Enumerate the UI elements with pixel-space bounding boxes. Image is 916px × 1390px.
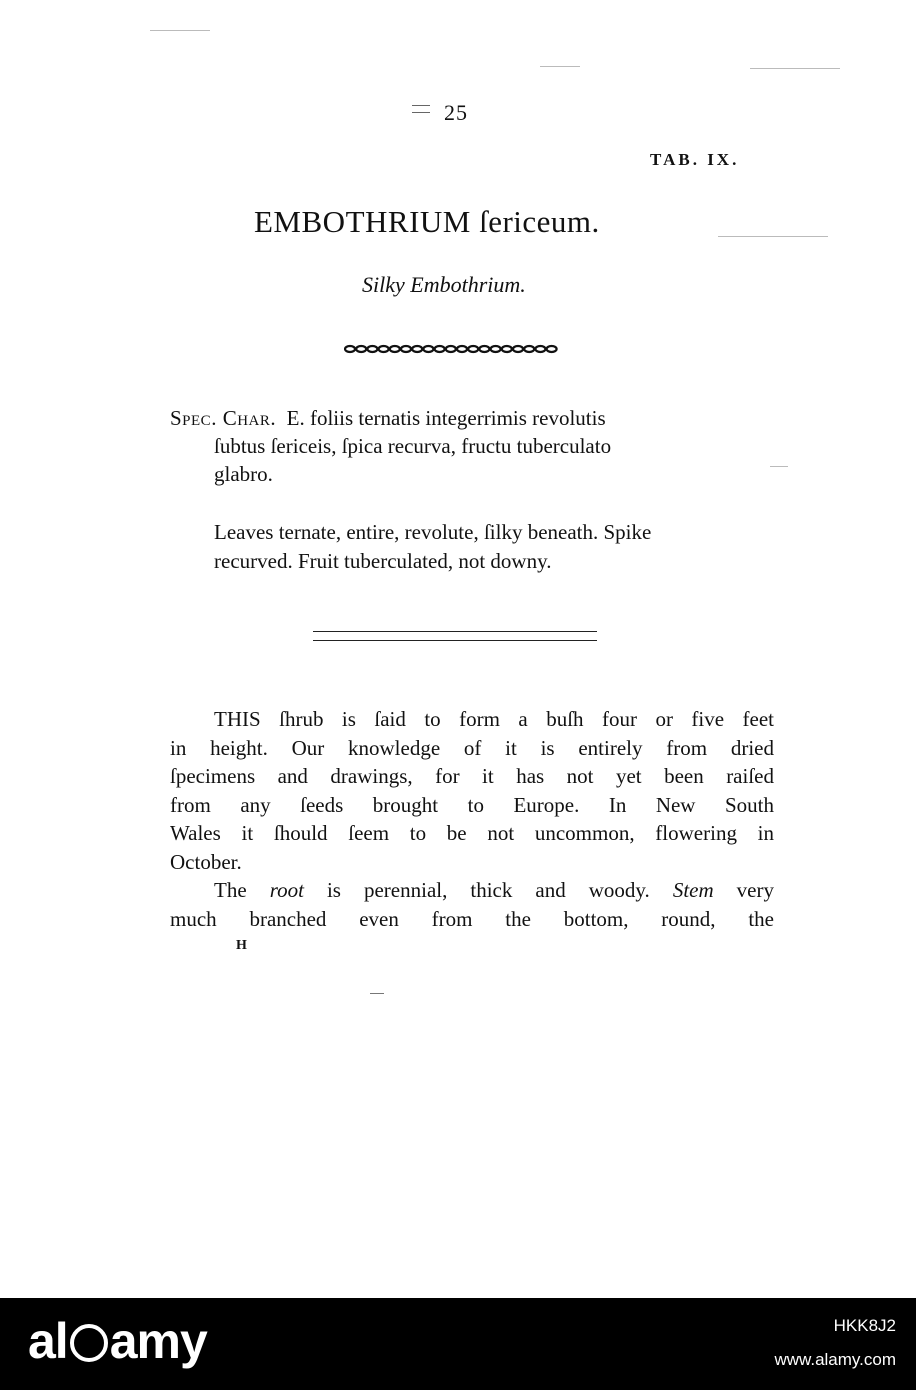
body-text-fragment: is perennial, thick and woody. (303, 878, 673, 902)
scan-noise (150, 30, 210, 31)
image-code: HKK8J2 (833, 1316, 896, 1335)
chain-link (547, 346, 557, 352)
page-number: 25 (444, 100, 468, 125)
chain-link (345, 346, 355, 352)
scan-noise (412, 112, 430, 113)
alamy-logo (28, 1312, 207, 1370)
chain-link (479, 346, 489, 352)
logo-text: al (28, 1313, 68, 1369)
scan-noise (412, 105, 430, 106)
plate-label: TAB. IX. (650, 150, 740, 169)
chain-link (468, 346, 478, 352)
chain-link (535, 346, 545, 352)
chain-link (379, 346, 389, 352)
scan-noise (540, 66, 580, 67)
chain-link (457, 346, 467, 352)
body-text-fragment: The (214, 878, 270, 902)
chain-link (356, 346, 366, 352)
double-rule-divider (313, 631, 597, 641)
watermark-banner (0, 1298, 916, 1390)
body-line: from any ſeeds brought to Europe. In New South (170, 792, 774, 817)
chain-link (401, 346, 411, 352)
specific-character-english (214, 518, 774, 576)
english-char-line: Leaves ternate, entire, revolute, ſilky beneath. Spike (214, 520, 652, 544)
scan-noise (718, 236, 828, 237)
chain-link (423, 346, 433, 352)
body-line: October. (170, 849, 242, 874)
body-line: ſpecimens and drawings, for it has not yet been raiſed (170, 764, 774, 788)
spec-char-text: E. foliis ternatis integerrimis revolutis (286, 406, 606, 430)
specific-character-latin (170, 404, 780, 488)
spec-char-label: Spec. Char. (170, 406, 277, 430)
chain-link (390, 346, 400, 352)
logo-a-icon (70, 1324, 108, 1362)
chain-link (524, 346, 534, 352)
spec-char-line (170, 404, 780, 432)
italic-term-stem: Stem (672, 878, 714, 902)
body-text (170, 705, 774, 933)
english-char-line: recurved. Fruit tuberculated, not downy. (214, 549, 552, 573)
ornament-chain-divider (344, 344, 562, 354)
body-line: Wales it ſhould ſeem to be not uncommon, flowering in (170, 821, 774, 845)
body-line: much branched even from the bottom, round, the (170, 906, 774, 931)
chain-link (502, 346, 512, 352)
chain-link (446, 346, 456, 352)
page-title: EMBOTHRIUM ſericeum. (254, 204, 600, 239)
scan-noise (370, 993, 384, 994)
chain-link (367, 346, 377, 352)
chain-link (491, 346, 501, 352)
body-text-fragment: very (713, 878, 774, 902)
scan-noise (750, 68, 840, 69)
chain-link (513, 346, 523, 352)
body-line: in height. Our knowledge of it is entirely from dried (170, 735, 774, 760)
site-url: www.alamy.com (774, 1350, 896, 1369)
spec-char-line: ſubtus ſericeis, ſpica recurva, fructu tuberculato (214, 434, 612, 458)
page-subtitle: Silky Embothrium. (362, 272, 526, 297)
italic-term-root: root (269, 878, 304, 902)
signature-mark: H (236, 938, 248, 953)
chain-link (412, 346, 422, 352)
chain-link (435, 346, 445, 352)
body-line: THIS ſhrub is ſaid to form a buſh four or five feet (214, 707, 774, 731)
logo-text: amy (109, 1313, 207, 1369)
spec-char-line: glabro. (214, 462, 273, 486)
body-line-root (170, 876, 774, 905)
